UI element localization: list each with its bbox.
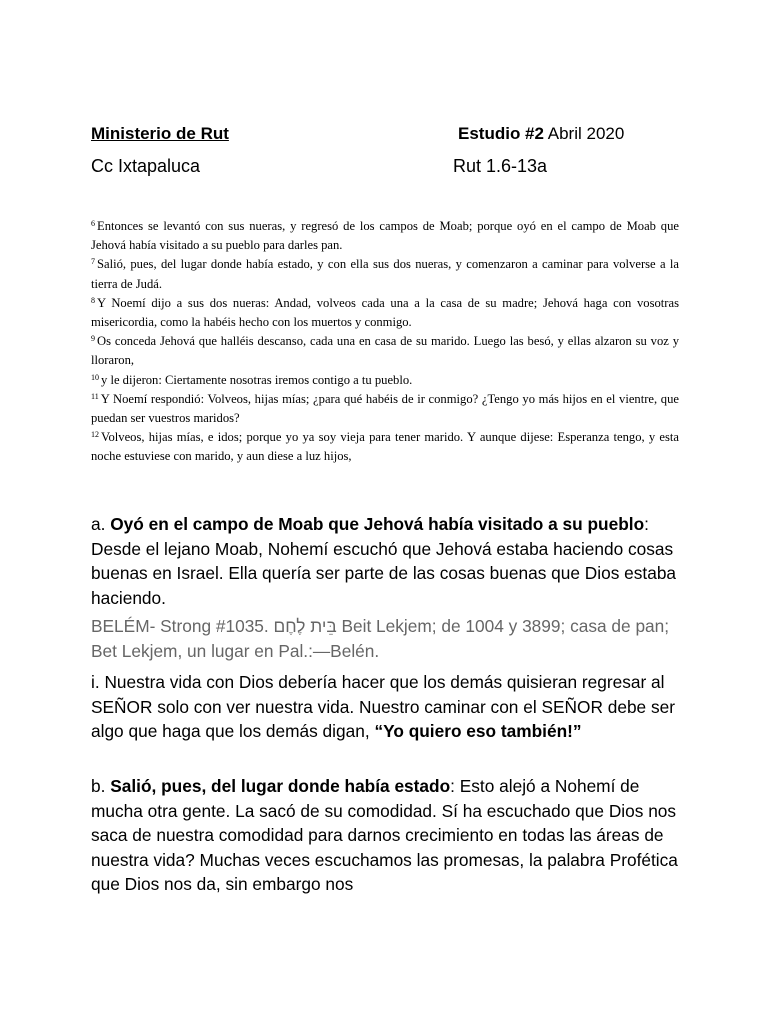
- point-text-continued: SEÑOR debe ser algo que haga que los demás digan: [91, 696, 675, 741]
- point-text: : Desde el lejano Moab, Nohemí escuchó que Jehová estaba haciendo cosas buenas en Israel. Ella quería ser parte de las cosas buenas que Dios estaba haciendo.: [91, 514, 677, 608]
- verse-text: Y Noemí respondió: Volveos, hijas mías; ¿para qué habéis de ir conmigo? ¿Tengo yo más hijos en el vientre, que puedan ser vuestros maridos?: [91, 391, 679, 426]
- verse: [91, 428, 679, 466]
- point-marker: a.: [91, 514, 111, 534]
- study-heading: [458, 124, 624, 144]
- verse: [91, 371, 679, 390]
- verse-number: 8: [91, 295, 95, 305]
- study-label: Estudio #2: [458, 124, 544, 143]
- strong-definition: BELÉM- Strong #1035. בֵּית לֶחֶם Beit Lekjem; de 1004 y 3899; casa de pan; Bet Lekjem, un lugar en Pal.:—Belén.: [91, 616, 670, 661]
- point-text: : Esto alejó a Nohemí de mucha otra gente. La sacó de su comodidad. Sí ha escuchado que Dios nos saca de nuestra comodidad para darnos crecimiento en todas las áreas de nuestra vida? Muchas veces escuchamos las promesas, la palabra Profética que Dios nos da, sin embargo nos: [91, 776, 678, 894]
- verse-text: Entonces se levantó con sus nueras, y regresó de los campos de Moab; porque oyó en el campo de Moab que Jehová había visitado a su pueblo para darles pan.: [91, 219, 679, 253]
- verse: [91, 255, 679, 293]
- verse: [91, 217, 679, 255]
- verse-number: 9: [91, 334, 95, 344]
- verse-number: 12: [91, 430, 99, 440]
- ministry-title: Ministerio de Rut: [91, 124, 229, 143]
- study-date: Abril 2020: [547, 124, 625, 143]
- verse: [91, 294, 679, 332]
- passage-reference: Rut 1.6-13a: [453, 156, 548, 176]
- point-separator: ,: [364, 721, 375, 741]
- verse-number: 7: [91, 257, 95, 267]
- comment-point-a: [91, 512, 691, 610]
- place-label: Cc Ixtapaluca: [91, 156, 201, 176]
- verse-text: Y Noemí dijo a sus dos nueras: Andad, volveos cada una a la casa de su madre; Jehová haga con vosotras misericordia, como la habéis hecho con los muertos y conmigo.: [91, 295, 679, 330]
- comment-point-b: [91, 774, 691, 897]
- point-marker: b.: [91, 776, 111, 796]
- verse-text: Salió, pues, del lugar donde había estado, y con ella sus dos nueras, y comenzaron a caminar para volverse a la tierra de Judá.: [91, 257, 679, 291]
- point-heading: Salió, pues, del lugar donde había estado: [110, 776, 451, 796]
- comment-point-i: [91, 670, 691, 744]
- verse-number: 11: [91, 391, 99, 401]
- verses-block: [91, 217, 679, 467]
- point-text: i. Nuestra vida con Dios debería hacer que los demás quisieran regresar al SEÑOR solo con ver nuestra vida. Nuestro caminar con el: [91, 672, 665, 717]
- verse-text: y le dijeron: Ciertamente nosotras iremos contigo a tu pueblo.: [101, 372, 413, 387]
- verse-text: Volveos, hijas mías, e idos; porque yo ya soy vieja para tener marido. Y aunque dijese: Esperanza tengo, y esta noche estuviese con marido, y aun diese a luz hijos,: [91, 430, 679, 464]
- verse-number: 10: [91, 372, 99, 382]
- verse-text: Os conceda Jehová que halléis descanso, cada una en casa de su marido. Luego las besó, y ellas alzaron su voz y lloraron,: [91, 334, 679, 368]
- point-heading: Oyó en el campo de Moab que Jehová había visitado a su pueblo: [110, 514, 645, 534]
- verse: [91, 332, 679, 370]
- verse-number: 6: [91, 219, 95, 228]
- point-quote: “Yo quiero eso también!”: [374, 721, 582, 741]
- verse: [91, 390, 679, 428]
